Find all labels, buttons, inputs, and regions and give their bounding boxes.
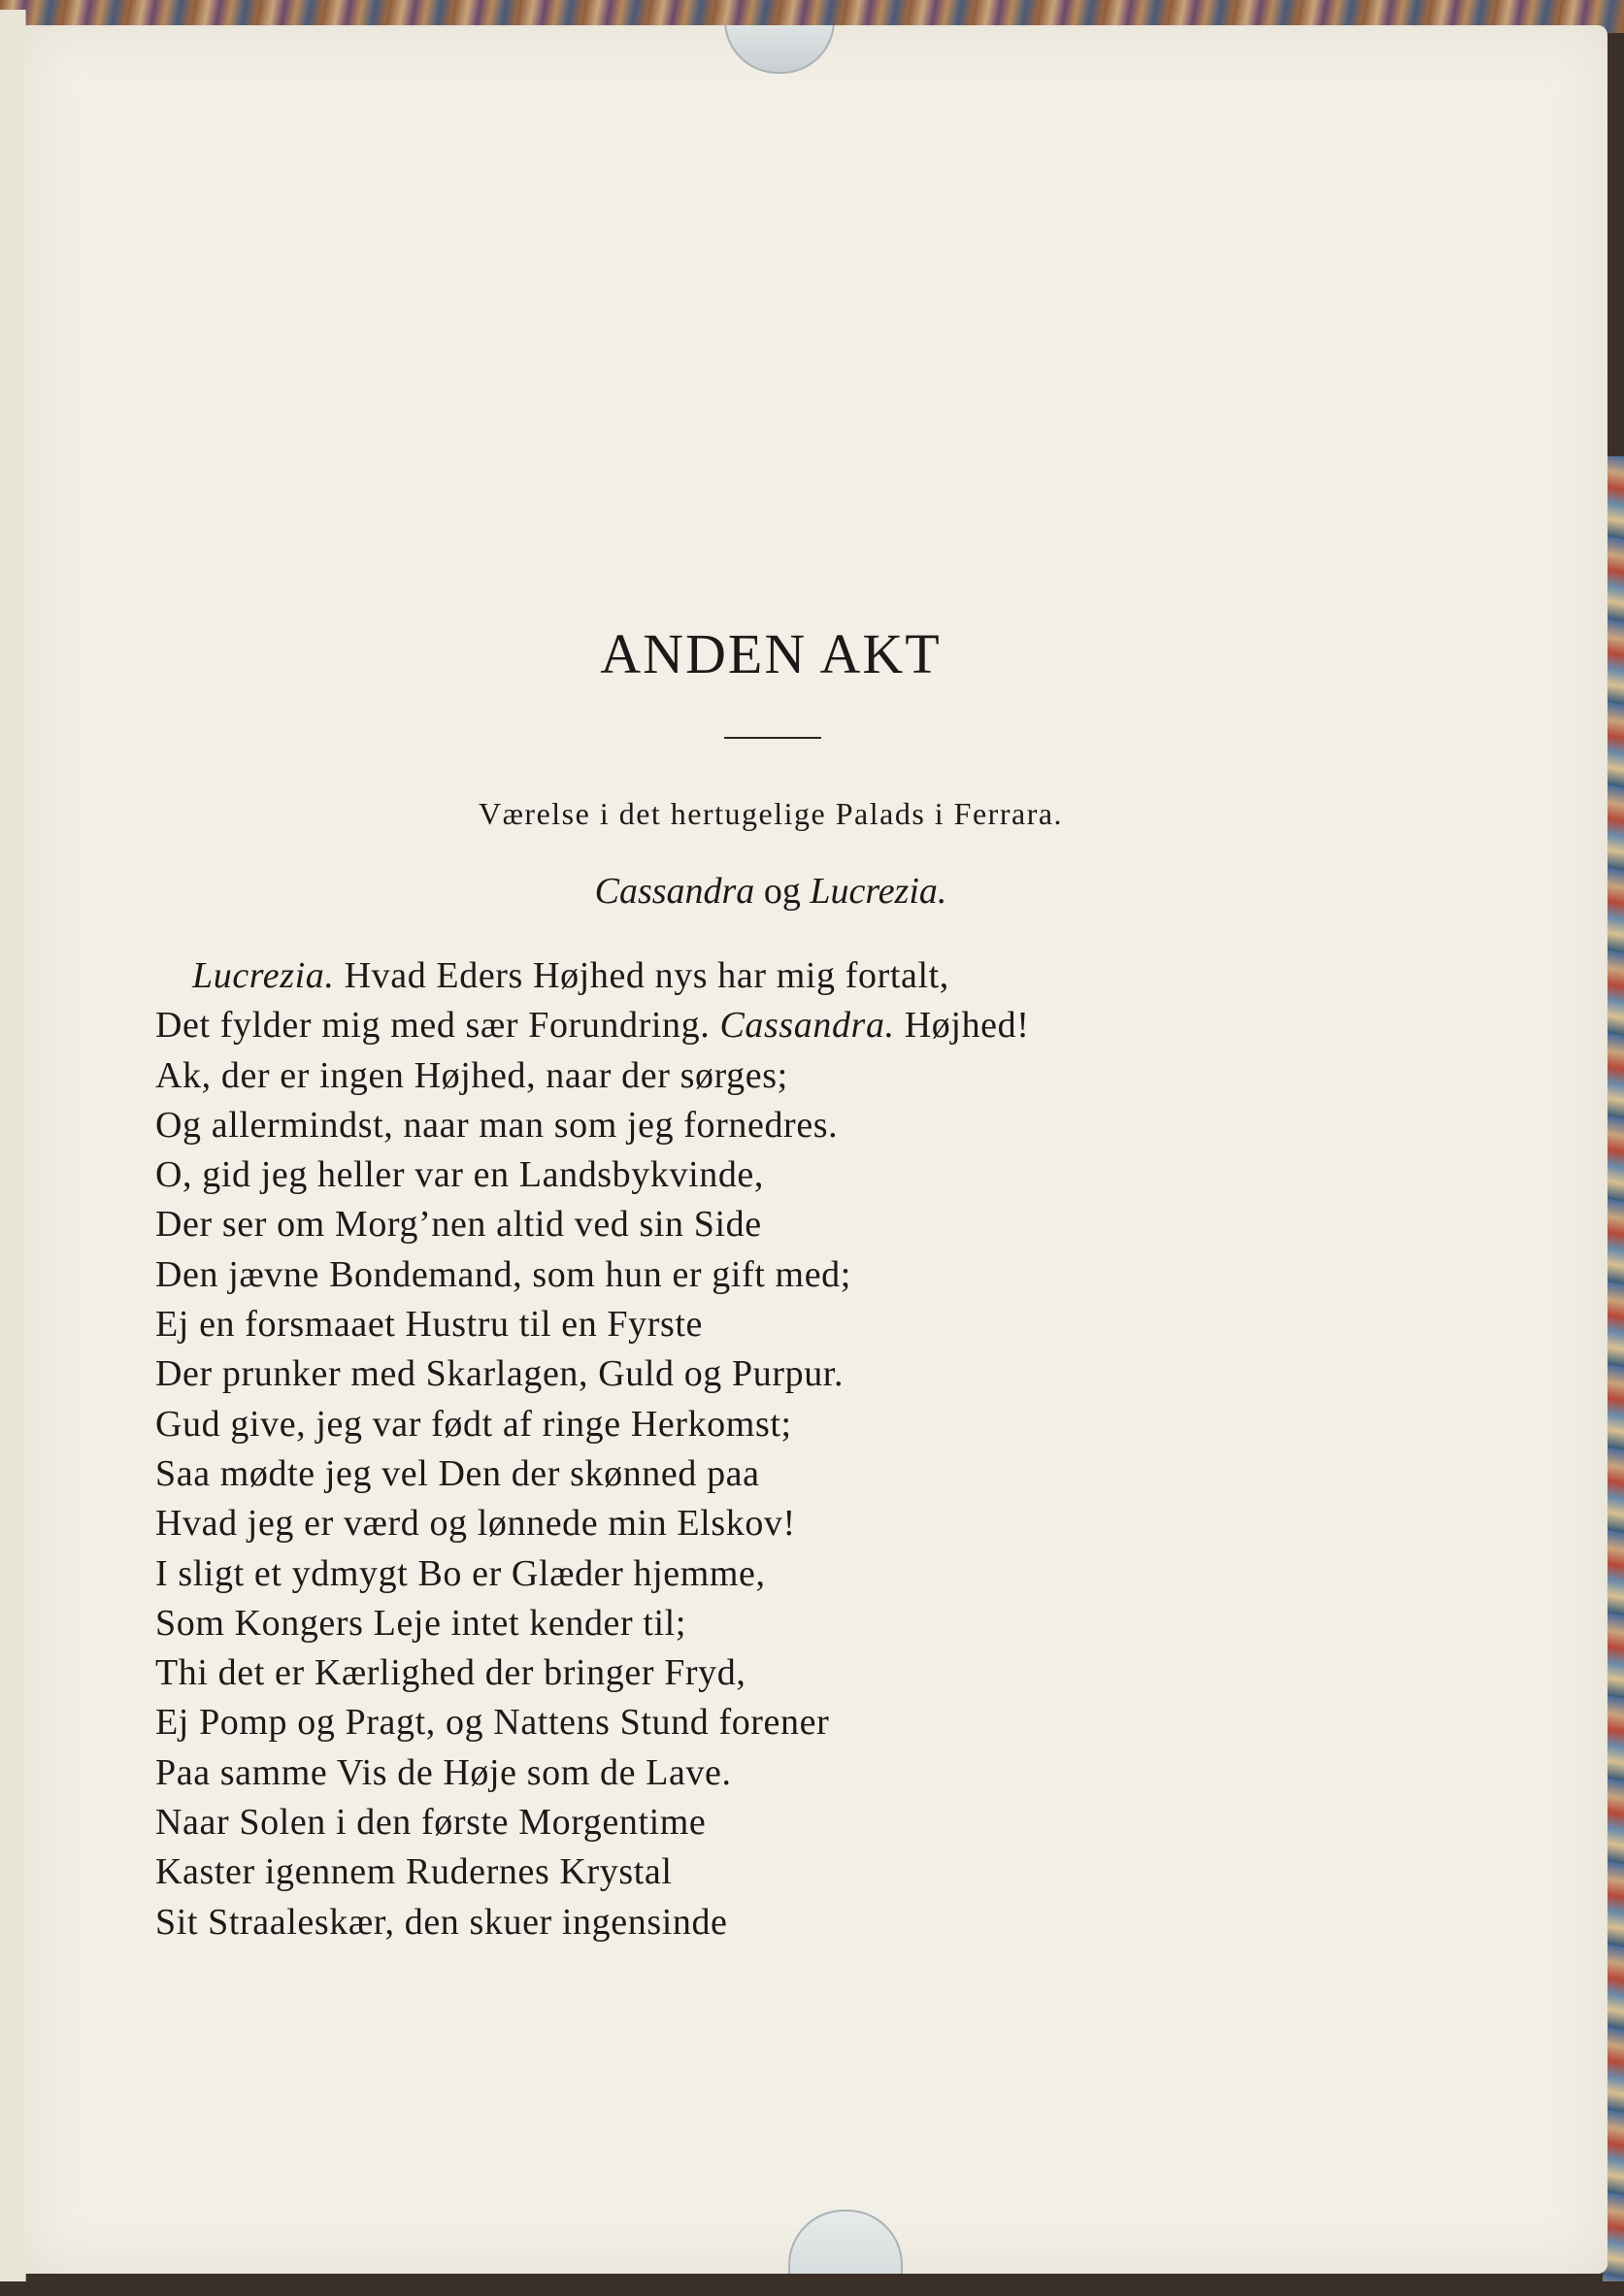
speaker-name: Cassandra. xyxy=(719,1005,895,1047)
verse-text: Højhed! xyxy=(904,1005,1030,1047)
character-name: Lucrezia. xyxy=(810,871,947,912)
act-title: ANDEN AKT xyxy=(600,622,942,685)
facing-page-edge xyxy=(0,10,26,2281)
verse-line: I sligt et ydmygt Bo er Glæder hjemme, xyxy=(155,1552,766,1594)
verse-line: Paa samme Vis de Høje som de Lave. xyxy=(155,1751,732,1793)
speaker-name: Lucrezia. xyxy=(192,955,335,996)
character-name: Cassandra xyxy=(594,871,755,912)
character-joiner: og xyxy=(763,871,801,912)
verse-line: Kaster igennem Rudernes Krystal xyxy=(155,1851,673,1893)
verse-line: Saa mødte jeg vel Den der skønned paa xyxy=(155,1452,760,1494)
book-page xyxy=(23,25,1607,2274)
scene-characters xyxy=(23,870,1518,913)
verse-text: Hvad Eders Højhed nys har mig fortalt, xyxy=(344,955,949,996)
verse-line: Den jævne Bondemand, som hun er gift med; xyxy=(155,1253,851,1295)
title-rule xyxy=(724,737,821,739)
page-clip-bottom xyxy=(788,2210,903,2274)
verse-line: Sit Straaleskær, den skuer ingensinde xyxy=(155,1901,728,1943)
verse-line: Og allermindst, naar man som jeg fornedres. xyxy=(155,1104,839,1146)
scene-setting: Værelse i det hertugelige Palads i Ferrara. xyxy=(478,796,1064,831)
verse-text: Det fylder mig med sær Forundring. xyxy=(155,1005,711,1047)
verse-line xyxy=(155,1001,1417,1050)
verse-line: O, gid jeg heller var en Landsbykvinde, xyxy=(155,1154,765,1196)
verse-line: Som Kongers Leje intet kender til; xyxy=(155,1602,687,1644)
verse-line: Ej Pomp og Pragt, og Nattens Stund forener xyxy=(155,1702,830,1744)
verse-line: Der ser om Morg’nen altid ved sin Side xyxy=(155,1204,762,1246)
verse-line: Der prunker med Skarlagen, Guld og Purpur. xyxy=(155,1353,845,1395)
verse-line: Ej en forsmaaet Hustru til en Fyrste xyxy=(155,1304,704,1346)
verse-line: Hvad jeg er værd og lønnede min Elskov! xyxy=(155,1503,796,1545)
verse-line: Thi det er Kærlighed der bringer Fryd, xyxy=(155,1652,746,1694)
page-clip-top xyxy=(724,25,835,74)
verse-line: Naar Solen i den første Morgentime xyxy=(155,1802,707,1844)
verse-line: Gud give, jeg var født af ringe Herkomst; xyxy=(155,1403,792,1445)
verse-block xyxy=(155,951,1417,1947)
verse-line xyxy=(155,951,1417,1001)
verse-line: Ak, der er ingen Højhed, naar der sørges; xyxy=(155,1054,788,1096)
